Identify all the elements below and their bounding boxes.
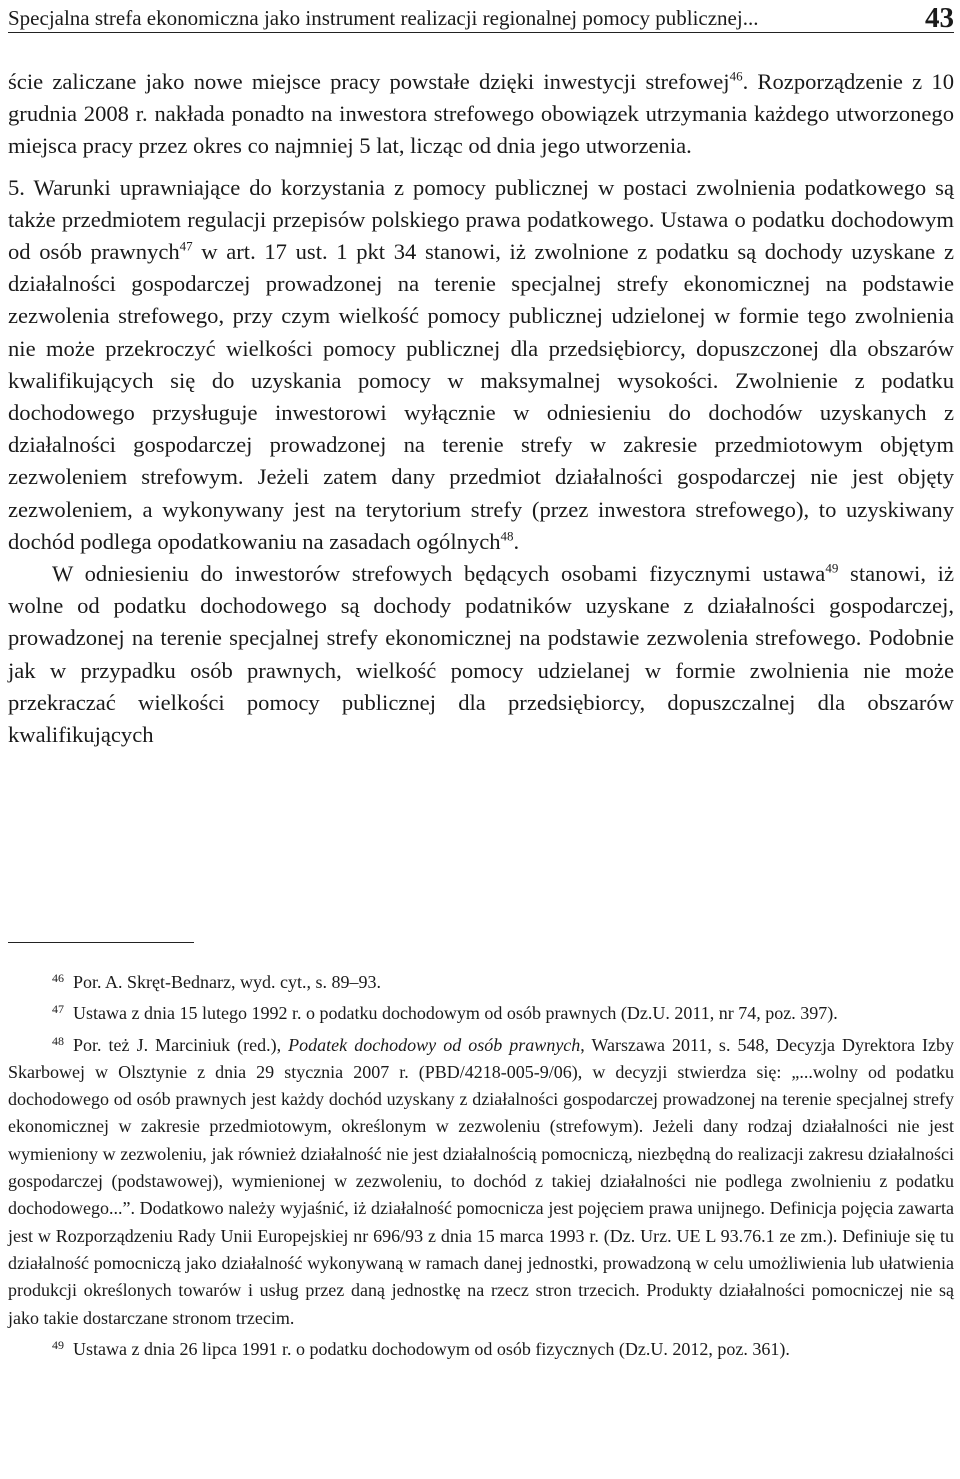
footnote-divider <box>8 942 194 943</box>
cited-title: Podatek dochodowy od osób prawnych <box>288 1034 581 1055</box>
running-header <box>8 4 954 33</box>
footnote-48: $^{48}$ Por. też J. Marciniuk (red.), Podatek dochodowy od osób prawnych, Warszawa 2011, s. 548, Decyzja Dyrektora Izby Skarbowej w Olsztynie z dnia 29 stycznia 2007 r. (PBD/4218-005-9/06), w decyzji stwierdza się: „...wolny od podatku dochodowego od osób prawnych jest każdy dochód uzyskany z działalności gospodarczej prowadzonej na terenie specjalnej strefy ekonomicznej w zakresie przedmiotowym, określonym w zezwoleniu (strefowym). Jeżeli dany rodzaj działalności nie jest wymieniony w zezwoleniu, jak również działalność nie jest działalnością pomocniczą, niezbędną do realizacji zakresu działalności gospodarczej (podstawowej), wymienionej w zezwoleniu, to dochód z takiej działalności nie podlega zwolnieniu z podatku dochodowego...”. Dodatkowo należy wyjaśnić, iż działalność pomocnicza jest pojęciem prawa unijnego. Definicja pojęcia zawarta jest w Rozporządzeniu Rady Unii Europejskiej nr 696/93 z dnia 15 marca 1993 r. (Dz. Urz. UE L 93.76.1 ze zm.). Definiuje się tu działalność pomocniczą jako działalność wykonywaną w ramach danej jednostki, prowadzoną w celu umożliwienia lub ułatwienia produkcji określonych towarów i usług przez daną jednostkę na rzecz stron trzecich. Produkty działalności pomocniczej nie są jako takie dostarczane stronom trzecim. <box>8 1033 955 1328</box>
paragraph-3: W odniesieniu do inwestorów strefowych będących osobami fizycznymi ustawa$^{49}$ stanowi, iż wolne od podatku dochodowego są dochody podatników uzyskane z działalności gospodarczej, prowadzonej na terenie specjalnej strefy ekonomicznej na podstawie zezwolenia strefowego. Podobnie jak w przypadku osób prawnych, wielkość pomocy udzielanej w formie zwolnienia nie może przekraczać wielkości pomocy publicznej dla przedsiębiorcy, dopuszczalnej dla obszarów kwalifikujących <box>8 560 954 748</box>
footnote-47: $^{47}$ Ustawa z dnia 15 lutego 1992 r. o podatku dochodowym od osób prawnych (Dz.U. 2011, nr 74, poz. 397). <box>52 1002 838 1024</box>
running-title: Specjalna strefa ekonomiczna jako instrument realizacji regionalnej pomocy publicznej... <box>8 6 759 30</box>
footnote-ref-46[interactable]: 46 <box>729 68 743 84</box>
footnote-number: 48 <box>52 1033 64 1048</box>
footnote-number: 47 <box>52 1002 64 1017</box>
footnote-ref-47[interactable]: 47 <box>179 238 193 254</box>
footnote-46: $^{46}$ Por. A. Skręt-Bednarz, wyd. cyt., s. 89–93. <box>52 971 381 992</box>
footnotes-section <box>8 942 954 1363</box>
footnote-number: 46 <box>52 971 64 985</box>
paragraph-2: 5. Warunki uprawniające do korzystania z pomocy publicznej w postaci zwolnienia podatkowego są także przedmiotem regulacji przepisów polskiego prawa podatkowego. Ustawa o podatku dochodowym od osób prawnych$^{47}$ w art. 17 ust. 1 pkt 34 stanowi, iż zwolnione z podatku są dochody uzyskane z działalności gospodarczej prowadzonej na terenie specjalnej strefy ekonomicznej na podstawie zezwolenia strefowego, przy czym wielkość pomocy publicznej udzielonej w formie tego zwolnienia nie może przekroczyć wielkości pomocy publicznej dla przedsiębiorcy, dopuszczonej dla obszarów kwalifikujących się do uzyskania pomocy w maksymalnej wysokości. Zwolnienie z podatku dochodowego przysługuje inwestorowi wyłącznie w odniesieniu do dochodów uzyskanych z działalności gospodarczej prowadzonej na terenie strefy w zakresie przedmiotowym objętym zezwoleniem strefowym. Jeżeli zatem dany przedmiot działalności gospodarczej nie jest objęty zezwoleniem, a wykonywany jest na terytorium strefy (przez inwestora strefowego), to uzyskiwany dochód podlega opodatkowaniu na zasadach ogólnych$^{48}$. <box>8 174 954 554</box>
body-text <box>8 66 954 751</box>
footnote-ref-49[interactable]: 49 <box>825 560 839 576</box>
footnote-ref-48[interactable]: 48 <box>500 528 514 544</box>
footnote-49: $^{49}$ Ustawa z dnia 26 lipca 1991 r. o podatku dochodowym od osób fizycznych (Dz.U. 2012, poz. 361). <box>52 1337 790 1359</box>
page-number: 43 <box>925 2 954 34</box>
paragraph-1: ście zaliczane jako nowe miejsce pracy powstałe dzięki inwestycji strefowej$^{46}$. Rozporządzenie z 10 grudnia 2008 r. nakłada ponadto na inwestora strefowego obowiązek utrzymania każdego utworzonego miejsca pracy przez okres co najmniej 5 lat, licząc od dnia jego utworzenia. <box>8 68 955 159</box>
footnote-number: 49 <box>52 1337 64 1352</box>
